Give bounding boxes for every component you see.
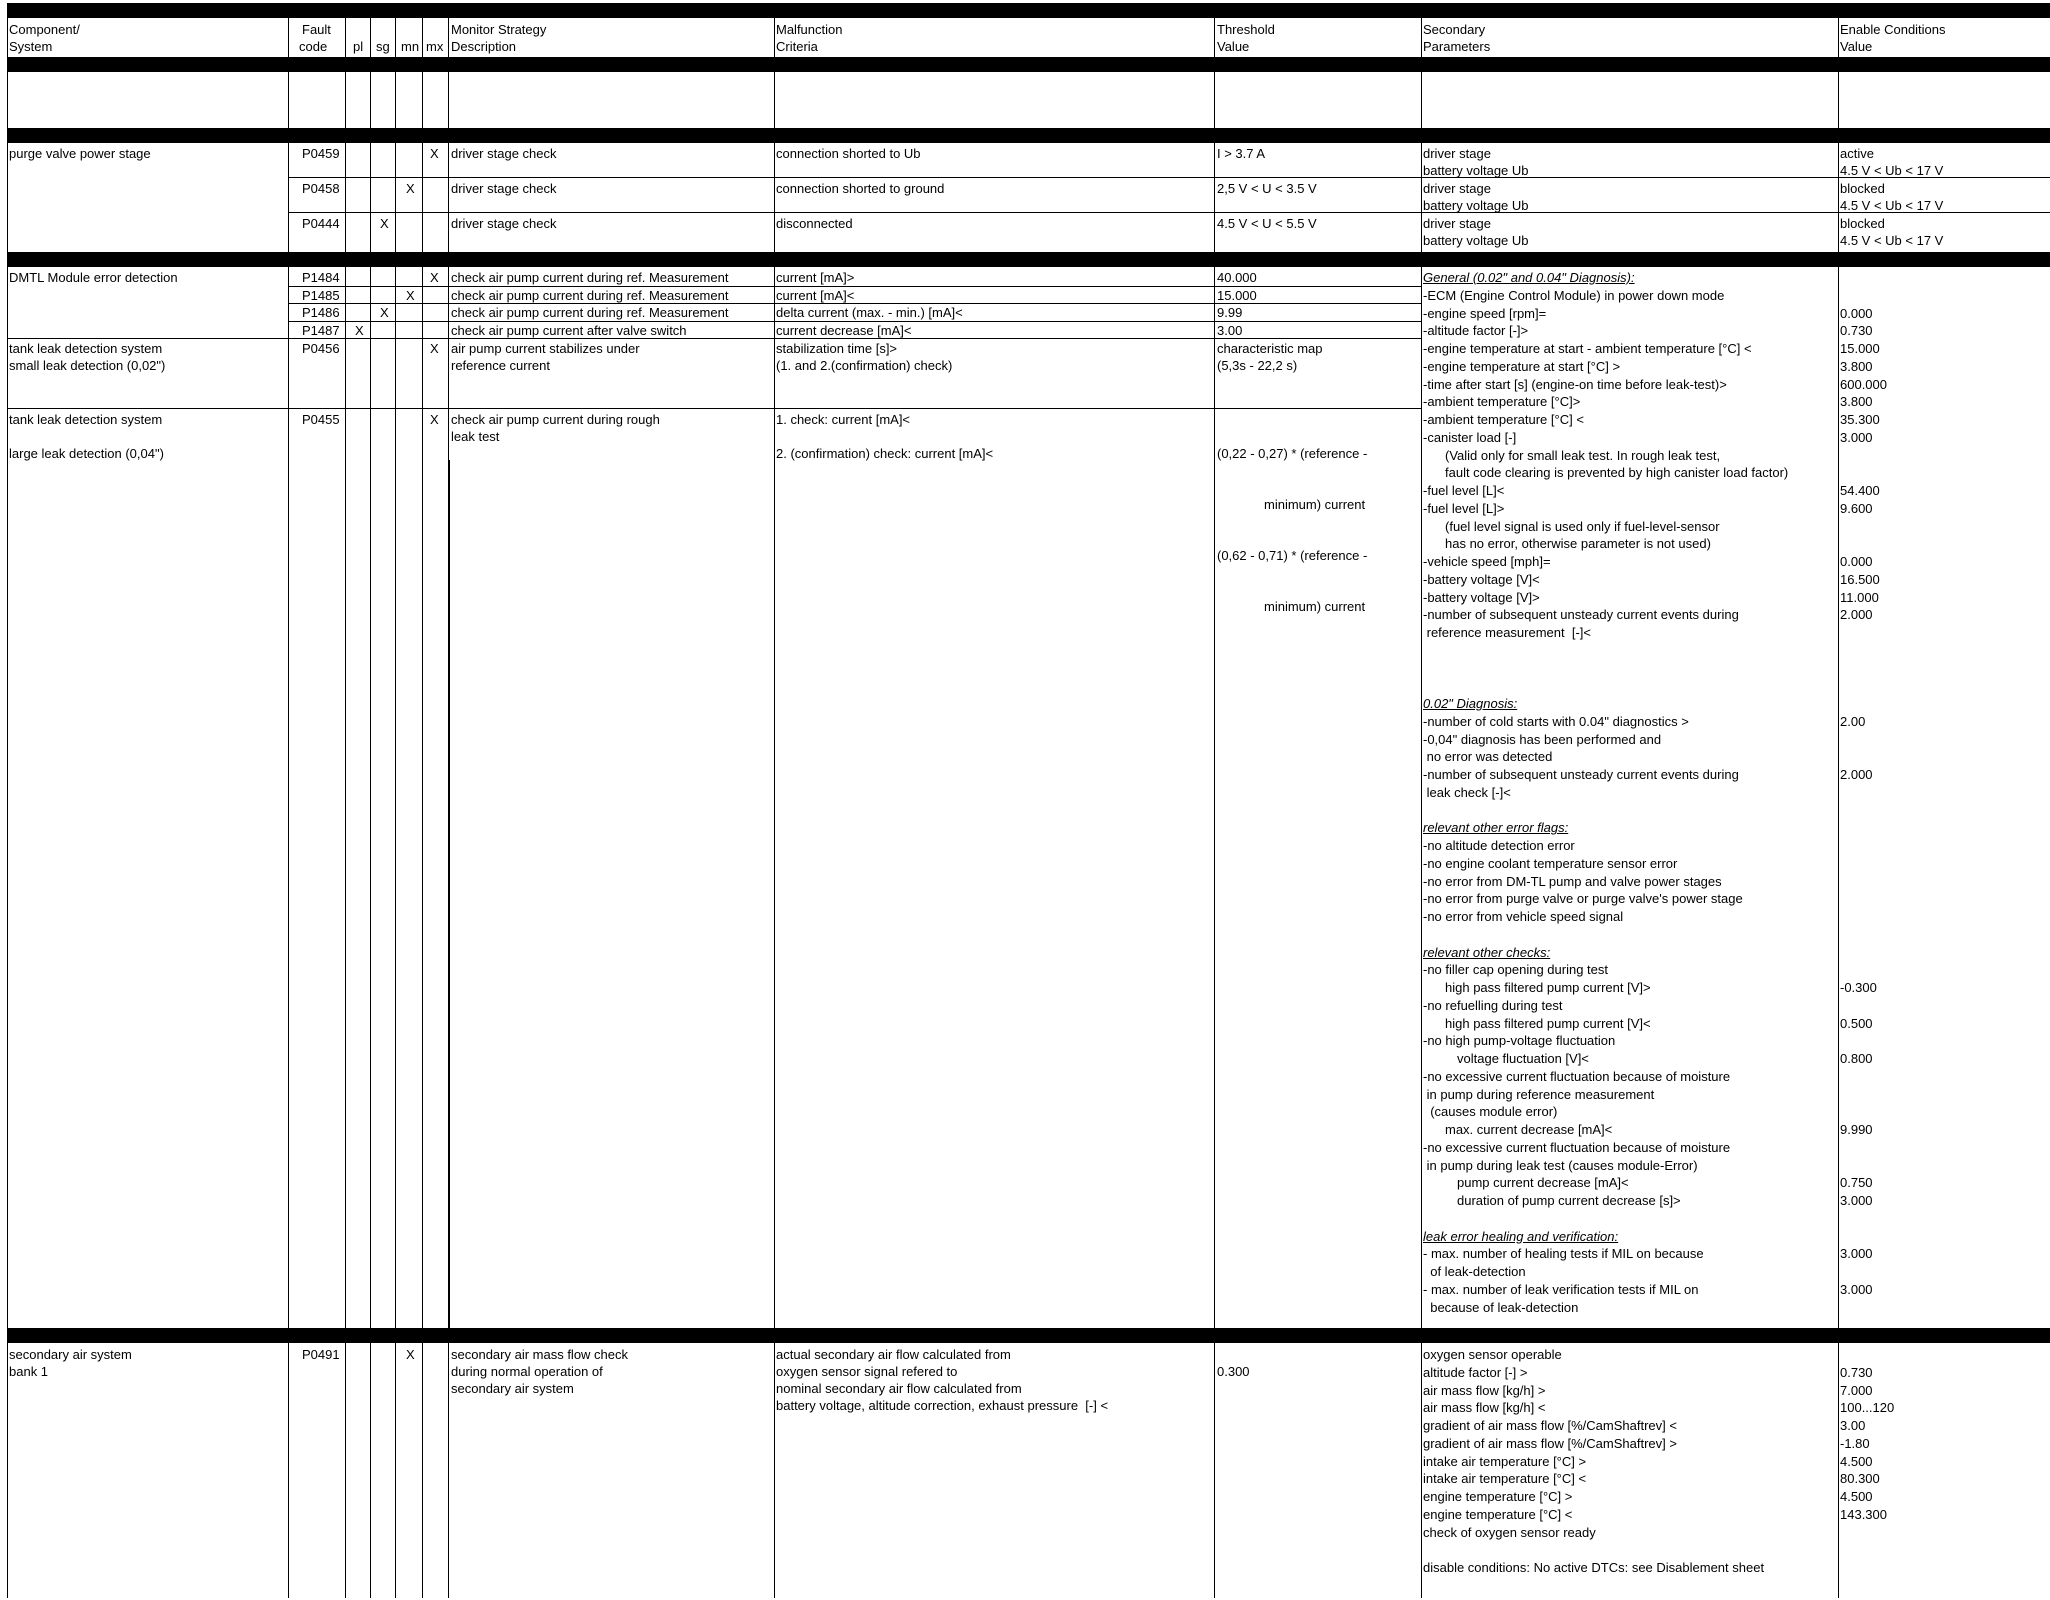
- enable-value: 0.000: [1840, 305, 1873, 321]
- dmtl-component: DMTL Module error detection: [9, 270, 178, 285]
- secondary-parameter: -no high pump-voltage fluctuation: [1423, 1033, 1616, 1049]
- monitor-description: check air pump current after valve switch: [451, 323, 687, 338]
- fault-code: P0444: [302, 216, 340, 231]
- fault-code: P1486: [302, 305, 340, 320]
- secair-mark: X: [406, 1347, 415, 1362]
- secondary-parameter: - max. number of healing tests if MIL on because: [1423, 1246, 1704, 1262]
- secondary-parameter: -engine temperature at start - ambient temperature [°C] <: [1423, 341, 1752, 356]
- enable-value: 3.000: [1840, 1246, 1873, 1262]
- separator-bar: [7, 3, 2050, 18]
- secondary-parameter: -no engine coolant temperature sensor error: [1423, 855, 1678, 871]
- header-pl: pl: [353, 39, 364, 54]
- secondary-parameter: altitude factor [-] >: [1423, 1364, 1528, 1380]
- secondary-parameter: engine temperature [°C] <: [1423, 1506, 1573, 1522]
- large-leak-component: tank leak detection system large leak detection (0,04"): [9, 412, 164, 461]
- malfunction-criteria: current [mA]<: [776, 288, 855, 303]
- grid-line: [1421, 18, 1422, 1598]
- secondary-parameter: -vehicle speed [mph]=: [1423, 554, 1551, 569]
- malfunction-criteria: connection shorted to Ub: [776, 146, 921, 161]
- header-mn: mn: [401, 39, 420, 54]
- secondary-parameter: (fuel level signal is used only if fuel-level-sensor: [1445, 518, 1720, 534]
- secondary-parameter: air mass flow [kg/h] <: [1423, 1400, 1546, 1416]
- secondary-parameter: - max. number of leak verification tests if MIL on: [1423, 1281, 1699, 1297]
- secondary-parameter: -ECM (Engine Control Module) in power down mode: [1423, 287, 1725, 303]
- small-leak-mark: X: [430, 341, 439, 356]
- secondary-parameter: -engine speed [rpm]=: [1423, 305, 1547, 321]
- secondary-parameter: check of oxygen sensor ready: [1423, 1524, 1596, 1540]
- large-leak-criteria: 1. check: current [mA]< 2. (confirmation) check: current [mA]<: [776, 412, 994, 461]
- secondary-parameter: intake air temperature [°C] <: [1423, 1471, 1587, 1487]
- enable-value: 0.000: [1840, 554, 1873, 569]
- fault-code: P1484: [302, 270, 340, 285]
- header-threshold: Threshold Value: [1217, 22, 1275, 54]
- monitor-mark: X: [380, 305, 389, 320]
- secondary-parameter: -no filler cap opening during test: [1423, 962, 1609, 978]
- enable-value: -0.300: [1840, 980, 1877, 995]
- fault-code: P1487: [302, 323, 340, 338]
- secondary-parameter: -0,04" diagnosis has been performed and: [1423, 731, 1662, 747]
- enable-value: 2.000: [1840, 607, 1873, 623]
- monitor-description: check air pump current during ref. Measurement: [451, 288, 729, 303]
- secondary-parameter: -time after start [s] (engine-on time before leak-test)>: [1423, 376, 1727, 392]
- secondary-parameter: has no error, otherwise parameter is not used): [1445, 536, 1711, 552]
- secondary-parameter: because of leak-detection: [1423, 1299, 1579, 1315]
- grid-line: [7, 338, 1421, 339]
- enable-value: 80.300: [1840, 1471, 1880, 1487]
- threshold-value: 4.5 V < U < 5.5 V: [1217, 216, 1317, 231]
- secondary-parameter: -engine temperature at start [°C] >: [1423, 358, 1621, 374]
- enable-value: 100...120: [1840, 1400, 1895, 1416]
- enable-values: blocked 4.5 V < Ub < 17 V: [1840, 181, 1944, 213]
- enable-value: 3.800: [1840, 358, 1873, 374]
- grid-line: [288, 212, 2050, 213]
- secondary-parameter: -no error from vehicle speed signal: [1423, 909, 1624, 924]
- secair-component: secondary air system bank 1: [9, 1347, 132, 1379]
- grid-line: [1838, 18, 1839, 1598]
- secondary-parameter: gradient of air mass flow [%/CamShaftrev] >: [1423, 1435, 1677, 1451]
- secondary-parameter: -canister load [-]: [1423, 429, 1517, 445]
- monitor-description: check air pump current during ref. Measurement: [451, 305, 729, 320]
- header-secondary: Secondary Parameters: [1423, 22, 1491, 54]
- enable-value: 0.730: [1840, 1364, 1873, 1380]
- monitor-mark: X: [430, 270, 439, 285]
- secondary-parameter: disable conditions: No active DTCs: see Disablement sheet: [1423, 1560, 1765, 1575]
- secondary-parameters: driver stage battery voltage Ub: [1423, 146, 1529, 178]
- grid-line: [7, 408, 1421, 409]
- small-leak-threshold: characteristic map (5,3s - 22,2 s): [1217, 341, 1323, 373]
- enable-values: blocked 4.5 V < Ub < 17 V: [1840, 216, 1944, 248]
- secondary-parameter: pump current decrease [mA]<: [1457, 1175, 1629, 1191]
- secondary-parameter: -ambient temperature [°C]>: [1423, 394, 1581, 410]
- threshold-value: 3.00: [1217, 323, 1243, 338]
- threshold-value: 15.000: [1217, 288, 1257, 303]
- monitor-mark: X: [355, 323, 364, 338]
- enable-value: 9.600: [1840, 500, 1873, 516]
- secair-criteria: actual secondary air flow calculated from oxygen sensor signal refered to nominal secondary air flow calculated from battery voltage, altitude correction, exhaust pressure [-] <: [776, 1347, 1109, 1413]
- threshold-value: 40.000: [1217, 270, 1257, 285]
- enable-value: 16.500: [1840, 571, 1880, 587]
- enable-value: 0.730: [1840, 323, 1873, 339]
- enable-value: 0.500: [1840, 1015, 1873, 1031]
- header-component: Component/ System: [9, 22, 80, 54]
- separator-bar: [7, 252, 2050, 267]
- monitor-description: driver stage check: [451, 146, 557, 161]
- grid-line: [449, 460, 450, 1328]
- secondary-parameter: voltage fluctuation [V]<: [1457, 1051, 1589, 1066]
- secondary-parameter: 0.02" Diagnosis:: [1423, 696, 1518, 711]
- secondary-parameter: -ambient temperature [°C] <: [1423, 412, 1584, 427]
- secondary-parameter: -no excessive current fluctuation because of moisture: [1423, 1068, 1731, 1084]
- monitor-mark: X: [406, 288, 415, 303]
- monitor-mark: X: [406, 181, 415, 196]
- grid-line: [7, 18, 8, 1598]
- secondary-parameter: -no error from DM-TL pump and valve power stages: [1423, 873, 1722, 889]
- separator-bar: [7, 57, 2050, 72]
- separator-bar: [7, 1328, 2050, 1343]
- secondary-parameter: fault code clearing is prevented by high canister load factor): [1445, 465, 1789, 481]
- enable-value: 15.000: [1840, 341, 1880, 356]
- enable-value: 2.000: [1840, 767, 1873, 782]
- secair-monitor: secondary air mass flow check during normal operation of secondary air system: [451, 1347, 629, 1396]
- grid-line: [345, 18, 346, 1598]
- secondary-parameter: in pump during leak test (causes module-Error): [1423, 1157, 1698, 1173]
- monitor-mark: X: [430, 146, 439, 161]
- enable-value: 0.750: [1840, 1175, 1873, 1191]
- small-leak-monitor: air pump current stabilizes under reference current: [451, 341, 640, 373]
- secondary-parameter: -number of subsequent unsteady current events during: [1423, 767, 1739, 782]
- large-leak-mark: X: [430, 412, 439, 427]
- large-leak-monitor: check air pump current during rough leak test: [451, 412, 660, 444]
- grid-line: [395, 18, 396, 1598]
- enable-value: 3.00: [1840, 1418, 1866, 1433]
- grid-line: [288, 177, 2050, 178]
- secondary-parameter: high pass filtered pump current [V]>: [1445, 980, 1651, 995]
- secondary-parameter: air mass flow [kg/h] >: [1423, 1382, 1546, 1398]
- enable-value: 3.000: [1840, 1193, 1873, 1208]
- secondary-parameter: gradient of air mass flow [%/CamShaftrev] <: [1423, 1418, 1677, 1433]
- small-leak-criteria: stabilization time [s]> (1. and 2.(confirmation) check): [776, 341, 953, 373]
- fault-code: P1485: [302, 288, 340, 303]
- secondary-parameter: -fuel level [L]>: [1423, 500, 1505, 516]
- malfunction-criteria: current decrease [mA]<: [776, 323, 912, 338]
- secondary-parameter: relevant other error flags:: [1423, 820, 1569, 836]
- enable-value: 3.000: [1840, 429, 1873, 445]
- malfunction-criteria: delta current (max. - min.) [mA]<: [776, 305, 963, 320]
- separator-bar: [7, 128, 2050, 143]
- grid-line: [422, 18, 423, 1598]
- secondary-parameter: reference measurement [-]<: [1423, 625, 1591, 640]
- secondary-parameter: intake air temperature [°C] >: [1423, 1453, 1587, 1469]
- header-mx: mx: [426, 39, 444, 54]
- small-leak-code: P0456: [302, 341, 340, 356]
- secondary-parameter: high pass filtered pump current [V]<: [1445, 1015, 1651, 1031]
- header-fault-code: Fault code: [299, 22, 331, 54]
- header-malfunction: Malfunction Criteria: [776, 22, 843, 54]
- secondary-parameter: relevant other checks:: [1423, 944, 1551, 960]
- secondary-parameter: -fuel level [L]<: [1423, 483, 1505, 498]
- secondary-parameter: -number of cold starts with 0.04" diagnostics >: [1423, 713, 1689, 729]
- secondary-parameter: -no excessive current fluctuation because of moisture: [1423, 1139, 1731, 1155]
- enable-value: 3.800: [1840, 394, 1873, 410]
- threshold-value: 9.99: [1217, 305, 1243, 320]
- enable-value: 11.000: [1840, 589, 1879, 605]
- grid-line: [288, 18, 289, 1598]
- malfunction-criteria: connection shorted to ground: [776, 181, 945, 196]
- monitor-description: check air pump current during ref. Measurement: [451, 270, 729, 285]
- enable-value: 35.300: [1840, 412, 1880, 427]
- secondary-parameter: (causes module error): [1423, 1104, 1558, 1120]
- secondary-parameter: -no altitude detection error: [1423, 838, 1575, 853]
- monitor-description: driver stage check: [451, 216, 557, 231]
- secondary-parameter: oxygen sensor operable: [1423, 1347, 1562, 1362]
- malfunction-criteria: disconnected: [776, 216, 853, 231]
- monitor-description: driver stage check: [451, 181, 557, 196]
- enable-value: 4.500: [1840, 1489, 1873, 1504]
- enable-value: 143.300: [1840, 1506, 1887, 1522]
- enable-values: active 4.5 V < Ub < 17 V: [1840, 146, 1944, 178]
- enable-value: 7.000: [1840, 1382, 1873, 1398]
- secondary-parameter: max. current decrease [mA]<: [1445, 1122, 1613, 1137]
- secondary-parameter: -altitude factor [-]>: [1423, 323, 1529, 339]
- secair-code: P0491: [302, 1347, 340, 1362]
- grid-line: [774, 18, 775, 1598]
- secondary-parameter: duration of pump current decrease [s]>: [1457, 1193, 1681, 1208]
- secondary-parameter: in pump during reference measurement: [1423, 1086, 1655, 1102]
- large-leak-threshold: (0,22 - 0,27) * (reference - minimum) current (0,62 - 0,71) * (reference - minimum) current: [1217, 446, 1368, 614]
- enable-value: 3.000: [1840, 1281, 1873, 1297]
- purge-component: purge valve power stage: [9, 146, 151, 161]
- header-enable: Enable Conditions Value: [1840, 22, 1946, 54]
- enable-value: 0.800: [1840, 1051, 1873, 1066]
- monitor-mark: X: [380, 216, 389, 231]
- large-leak-code: P0455: [302, 412, 340, 427]
- secondary-parameter: -no refuelling during test: [1423, 997, 1563, 1013]
- small-leak-component: tank leak detection system small leak detection (0,02"): [9, 341, 166, 373]
- secondary-parameter: leak check [-]<: [1423, 784, 1511, 800]
- secondary-parameter: -battery voltage [V]>: [1423, 589, 1540, 605]
- header-monitor: Monitor Strategy Description: [451, 22, 547, 54]
- grid-line: [1214, 18, 1215, 1598]
- secondary-parameters: driver stage battery voltage Ub: [1423, 216, 1529, 248]
- secondary-parameter: -number of subsequent unsteady current events during: [1423, 607, 1739, 623]
- secondary-parameter: no error was detected: [1423, 749, 1553, 765]
- enable-value: 9.990: [1840, 1122, 1873, 1137]
- secair-threshold: 0.300: [1217, 1364, 1250, 1379]
- enable-value: 600.000: [1840, 376, 1887, 392]
- grid-line: [370, 18, 371, 1598]
- threshold-value: 2,5 V < U < 3.5 V: [1217, 181, 1317, 196]
- fault-code: P0459: [302, 146, 340, 161]
- enable-value: -1.80: [1840, 1435, 1870, 1451]
- secondary-parameters: driver stage battery voltage Ub: [1423, 181, 1529, 213]
- secondary-parameter: leak error healing and verification:: [1423, 1228, 1619, 1244]
- threshold-value: I > 3.7 A: [1217, 146, 1266, 161]
- secondary-parameter: (Valid only for small leak test. In rough leak test,: [1445, 447, 1721, 463]
- secondary-parameter: of leak-detection: [1423, 1264, 1526, 1279]
- fault-code: P0458: [302, 181, 340, 196]
- enable-value: 2.00: [1840, 713, 1866, 729]
- secondary-parameter: General (0.02" and 0.04" Diagnosis):: [1423, 270, 1635, 285]
- header-sg: sg: [376, 39, 390, 54]
- malfunction-criteria: current [mA]>: [776, 270, 855, 285]
- enable-value: 4.500: [1840, 1453, 1873, 1469]
- secondary-parameter: engine temperature [°C] >: [1423, 1489, 1573, 1504]
- enable-value: 54.400: [1840, 483, 1880, 498]
- secondary-parameter: -battery voltage [V]<: [1423, 571, 1540, 587]
- secondary-parameter: -no error from purge valve or purge valve's power stage: [1423, 891, 1743, 907]
